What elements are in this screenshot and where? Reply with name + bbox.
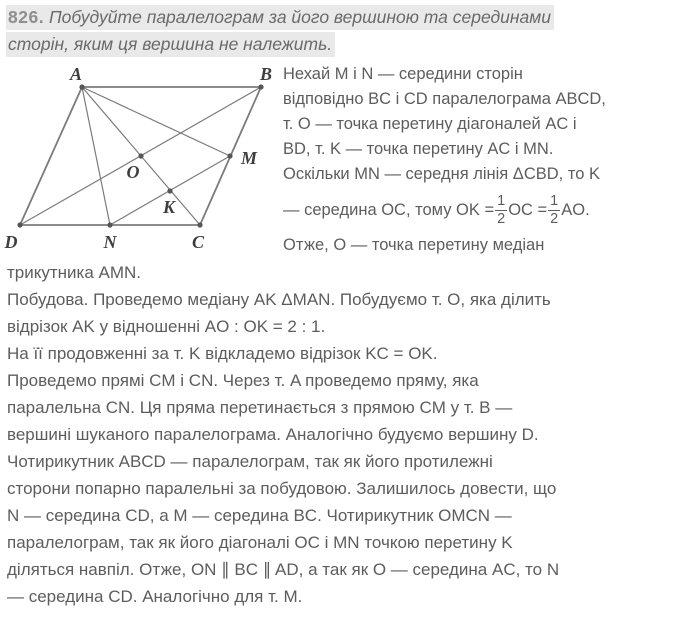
figure-point-C	[197, 222, 202, 227]
problem-statement-part-2: сторін, яким ця вершина не належить.	[8, 34, 333, 54]
parallelogram-diagram	[0, 60, 282, 260]
problem-title	[6, 4, 690, 58]
figure-point-N	[107, 222, 112, 227]
figure-label-K: K	[162, 197, 176, 217]
fraction-one-half: $\frac{1}{2}$	[497, 192, 506, 227]
text-line: Оскільки MN — середня лінія ΔCBD, то K	[283, 165, 600, 183]
formula-middle: OC =	[508, 200, 548, 219]
text-line: Проведемо прямі CM і CN. Через т. A проведемо пряму, яка	[7, 371, 479, 390]
figure-point-O	[138, 153, 143, 158]
text-line: вершині шуканого паралелограма. Аналогічно будуємо вершину D.	[7, 425, 539, 444]
solution-right-lines	[283, 62, 695, 187]
solution-right-column	[283, 62, 695, 258]
text-line: діляться навпіл. Отже, ON ∥ BC ∥ AD, а так як O — середина AC, то N	[7, 560, 560, 579]
figure-label-C: C	[191, 232, 205, 252]
figure-label-M: M	[240, 148, 258, 168]
text-line: Побудова. Проведемо медіану AK ΔMAN. Побудуємо т. O, яка ділить	[7, 290, 551, 309]
parallelogram-figure-svg	[0, 60, 282, 260]
text-line: відповідно BC і CD паралелограма ABCD,	[283, 90, 606, 108]
text-line: т. O — точка перетину діагоналей AC і	[283, 115, 577, 133]
figure-point-M	[227, 153, 232, 158]
formula-line	[283, 187, 695, 233]
text-line: відрізок AK у відношенні AO : OK = 2 : 1.	[7, 317, 326, 336]
figure-point-A	[79, 84, 84, 89]
problem-number: 826.	[8, 7, 45, 27]
text-line: N — середина CD, а M — середина BC. Чотирикутник OMCN —	[7, 506, 512, 525]
fraction-one-half: $\frac{1}{2}$	[550, 192, 559, 227]
solution-right-last-line: Отже, O — точка перетину медіан	[283, 236, 545, 254]
formula-prefix: — середина OC, тому OK =	[283, 200, 495, 219]
figure-point-B	[258, 84, 263, 89]
figure-segment-DA	[20, 87, 82, 225]
figure-point-K	[167, 188, 172, 193]
text-line: паралельна CN. Ця пряма перетинається з прямою CM у т. B —	[7, 398, 513, 417]
figure-segment-AM	[82, 87, 230, 156]
text-line: Нехай M і N — середини сторін	[283, 65, 523, 83]
figure-label-B: B	[259, 64, 273, 84]
problem-statement-part-1: Побудуйте паралелограм за його вершиною та серединами	[48, 7, 552, 27]
formula-suffix: AO.	[561, 200, 590, 219]
text-line: На її продовженні за т. K відкладемо відрізок KC = OK.	[7, 344, 438, 363]
figure-label-N: N	[103, 232, 117, 252]
text-line: BD, т. K — точка перетину AC і MN.	[283, 140, 554, 158]
figure-segment-AN	[82, 87, 110, 225]
solution-body	[7, 259, 695, 610]
text-line: паралелограм, так як його діагоналі OC і MN точкою перетину K	[7, 533, 513, 552]
problem-title-line-1	[6, 4, 690, 30]
figure-point-D	[17, 222, 22, 227]
text-line: — середина CD. Аналогічно для т. M.	[7, 587, 303, 606]
figure-label-D: D	[4, 232, 18, 252]
figure-label-A: A	[69, 64, 83, 84]
text-line: трикутника AMN.	[7, 263, 142, 282]
problem-title-line-2	[6, 31, 690, 57]
figure-label-O: O	[126, 162, 140, 182]
text-line: сторони попарно паралельні за побудовою. Залишилось довести, що	[7, 479, 557, 498]
text-line: Чотирикутник ABCD — паралелограм, так як його протилежні	[7, 452, 493, 471]
